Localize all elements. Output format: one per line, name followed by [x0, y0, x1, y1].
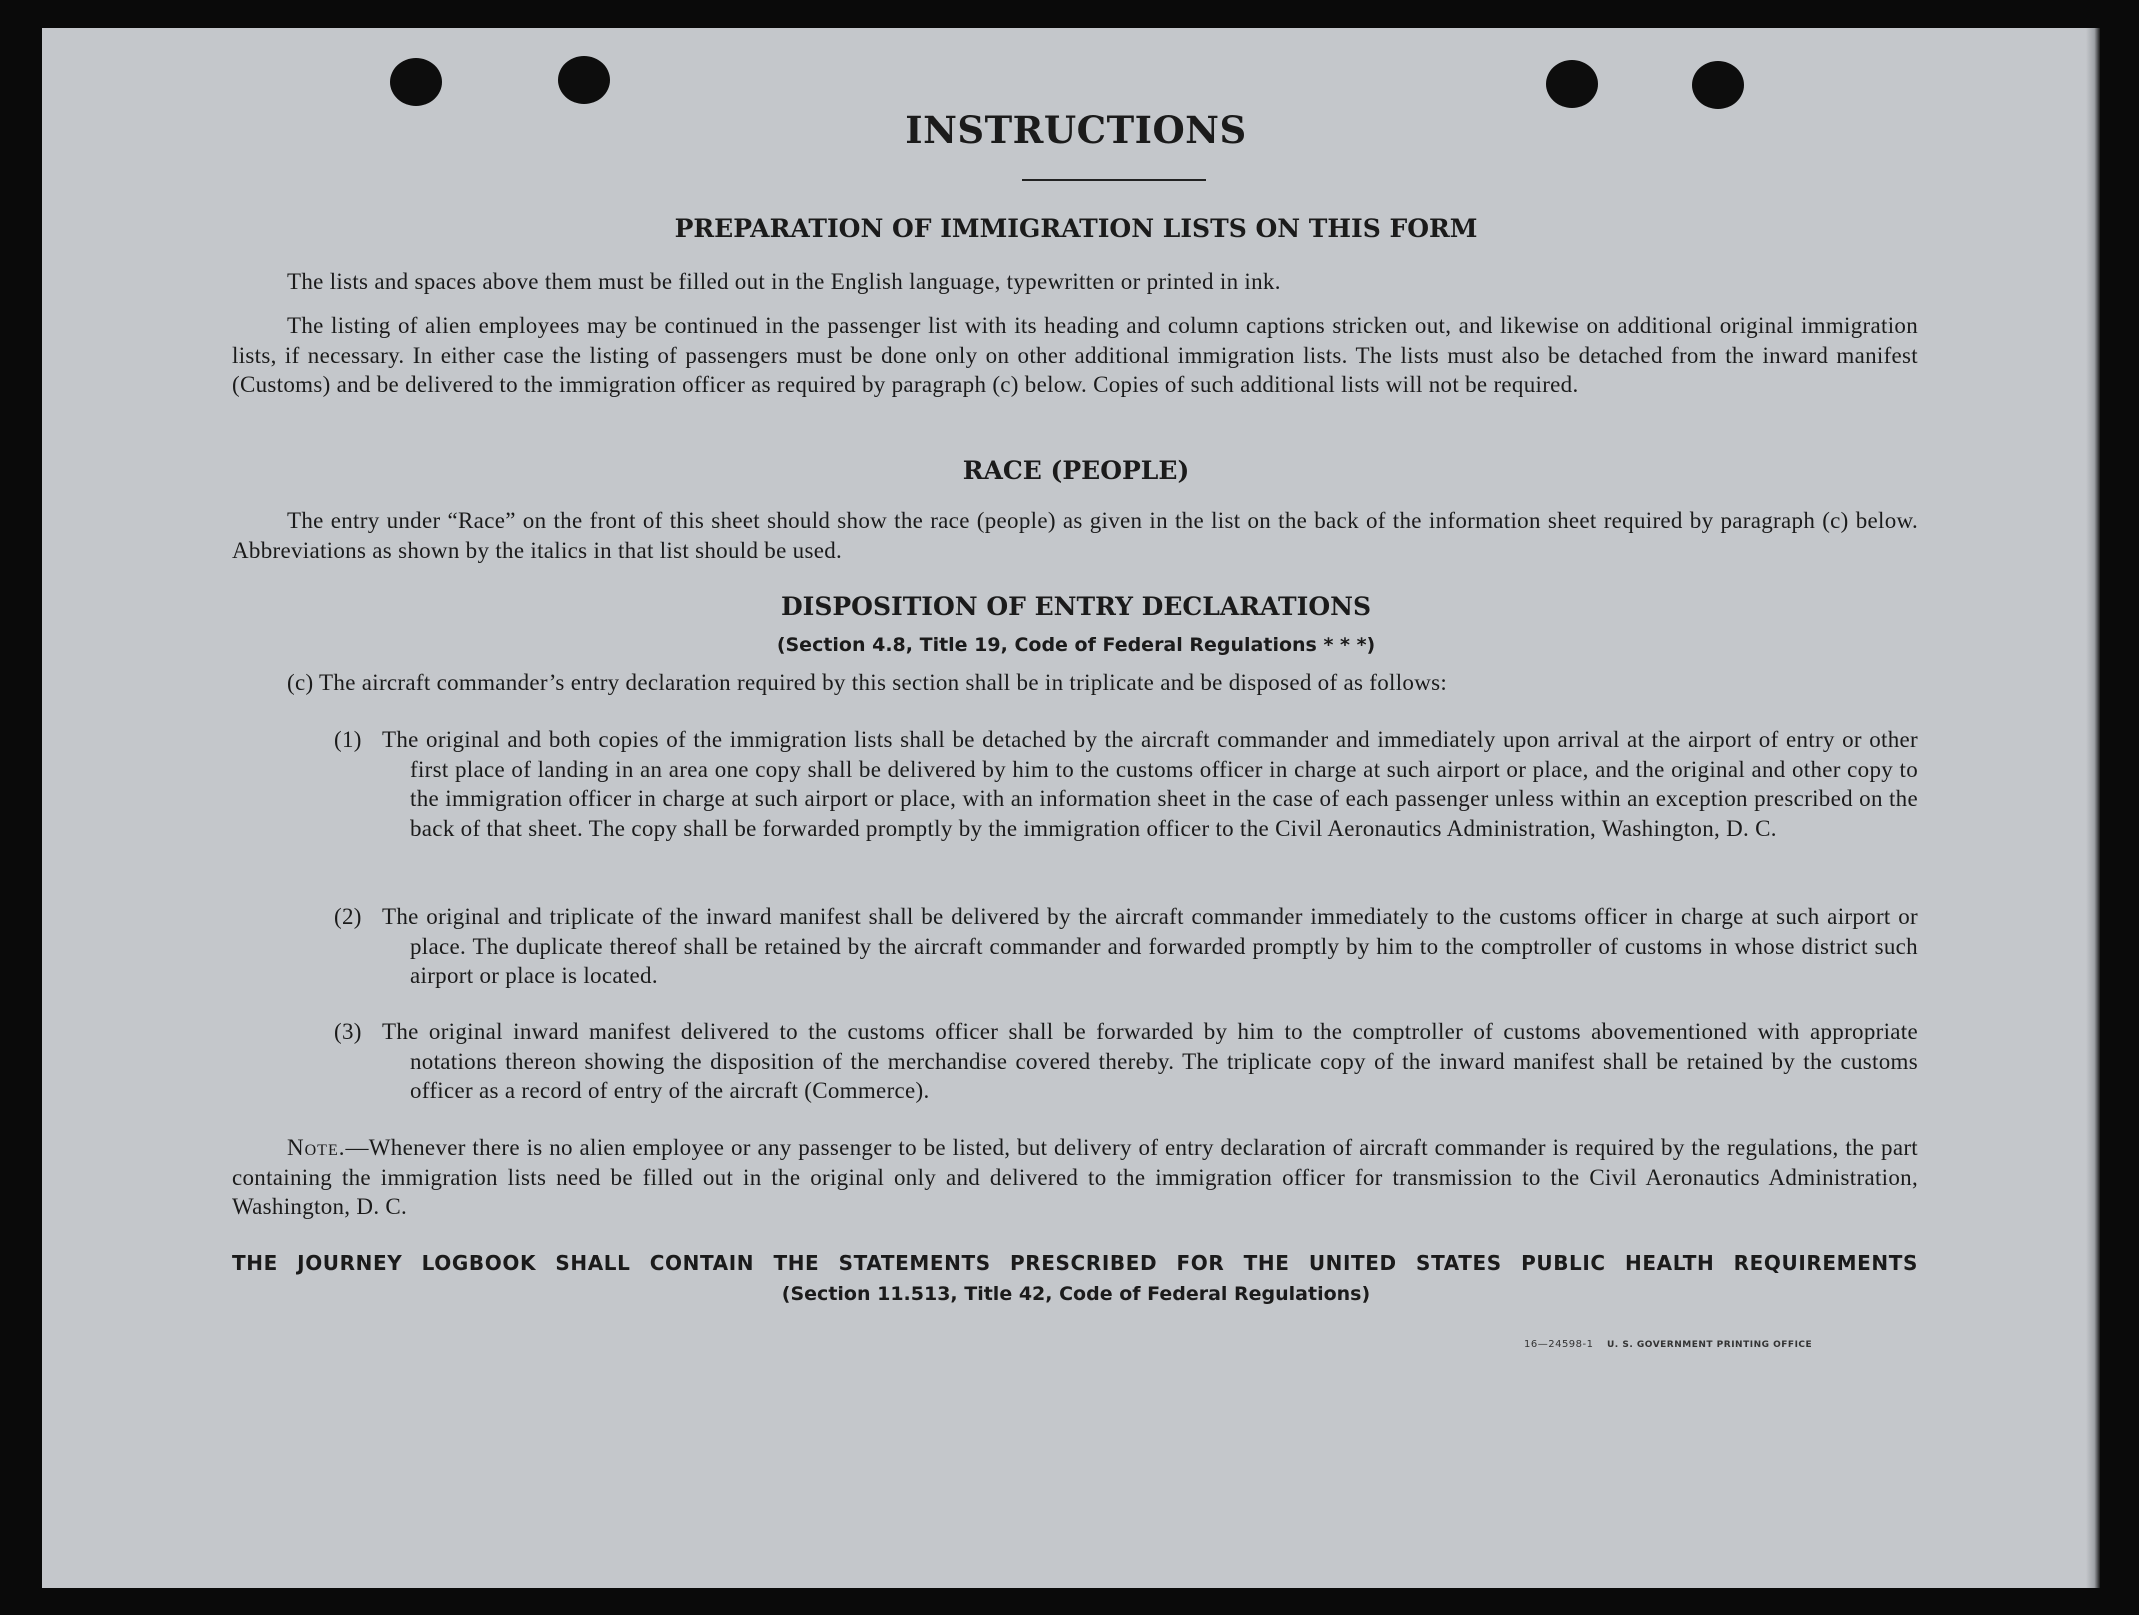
list-item-3 — [334, 1017, 1918, 1106]
section-heading-preparation: PREPARATION OF IMMIGRATION LISTS ON THIS FORM — [674, 214, 1478, 243]
punch-hole-1 — [390, 58, 442, 106]
section-heading-race: RACE (PEOPLE) — [962, 456, 1190, 485]
paragraph-disposition-intro: (c) The aircraft commander’s entry declaration required by this section shall be in triplicate and be disposed of as follows: — [287, 670, 1448, 695]
sheet-edge — [2086, 28, 2100, 1588]
list-item-number: (1) — [334, 727, 362, 752]
page-title: INSTRUCTIONS — [905, 108, 1247, 152]
paragraph-preparation-1: The lists and spaces above them must be filled out in the English language, typewritten or printed in ink. — [287, 269, 1281, 294]
document-sheet — [42, 28, 2100, 1588]
footer-health-requirements: THE JOURNEY LOGBOOK SHALL CONTAIN THE STATEMENTS PRESCRIBED FOR THE UNITED STATES PUBLIC HEALTH REQUIREMENTS — [232, 1251, 1918, 1275]
printer-imprint: U. S. GOVERNMENT PRINTING OFFICE — [1607, 1340, 1813, 1350]
note-label: Note. — [287, 1135, 346, 1160]
paragraph-preparation-2: The listing of alien employees may be continued in the passenger list with its heading and column captions stricken out, and likewise on additional original immigration lists, if necessary. In either case the listing of passengers must be done only on other additional immigration lists. The lists must also be detached from the inward manifest (Customs) and be delivered to the immigration officer as required by paragraph (c) below. Copies of such additional lists will not be required. — [232, 313, 1918, 397]
punch-hole-3 — [1546, 60, 1598, 108]
list-item-1 — [334, 725, 1918, 843]
punch-hole-4 — [1692, 61, 1744, 109]
list-item-text: The original and both copies of the immigration lists shall be detached by the aircraft commander and immediately upon arrival at the airport of entry or other first place of landing in an area one copy shall be delivered by him to the customs officer in charge at such airport or place, and the original and other copy to the immigration officer in charge at such airport or place, with an information sheet in the case of each passenger unless within an exception prescribed on the back of that sheet. The copy shall be forwarded promptly by the immigration officer to the Civil Aeronautics Administration, Washington, D. C. — [382, 727, 1918, 841]
title-rule — [1022, 179, 1206, 181]
footer-citation: (Section 11.513, Title 42, Code of Federal Regulations) — [781, 1283, 1371, 1305]
list-item-text: The original inward manifest delivered to the customs officer shall be forwarded by him to the comptroller of customs abovementioned with appropriate notations thereon showing the disposition of the merchandise covered thereby. The triplicate copy of the inward manifest shall be retained by the customs officer as a record of entry of the aircraft (Commerce). — [382, 1019, 1918, 1103]
section-subheading-disposition: (Section 4.8, Title 19, Code of Federal Regulations * * *) — [776, 634, 1376, 656]
punch-hole-2 — [558, 56, 610, 104]
section-heading-disposition: DISPOSITION OF ENTRY DECLARATIONS — [780, 592, 1372, 621]
list-item-number: (2) — [334, 904, 362, 929]
list-item-number: (3) — [334, 1019, 362, 1044]
form-number: 16—24598-1 — [1524, 1339, 1594, 1350]
paragraph-race: The entry under “Race” on the front of this sheet should show the race (people) as given in the list on the back of the information sheet required by paragraph (c) below. Abbreviations as shown by the italics in that list should be used. — [232, 508, 1918, 563]
list-item-2 — [334, 902, 1918, 991]
note-text: —Whenever there is no alien employee or any passenger to be listed, but delivery of entry declaration of aircraft commander is required by the regulations, the part containing the immigration lists need be filled out in the original only and delivered to the immigration officer for transmission to the Civil Aeronautics Administration, Washington, D. C. — [232, 1135, 1918, 1219]
paragraph-note — [232, 1133, 1918, 1222]
list-item-text: The original and triplicate of the inward manifest shall be delivered by the aircraft commander immediately to the customs officer in charge at such airport or place. The duplicate thereof shall be retained by the aircraft commander and forwarded promptly by him to the comptroller of customs in whose district such airport or place is located. — [382, 904, 1918, 988]
